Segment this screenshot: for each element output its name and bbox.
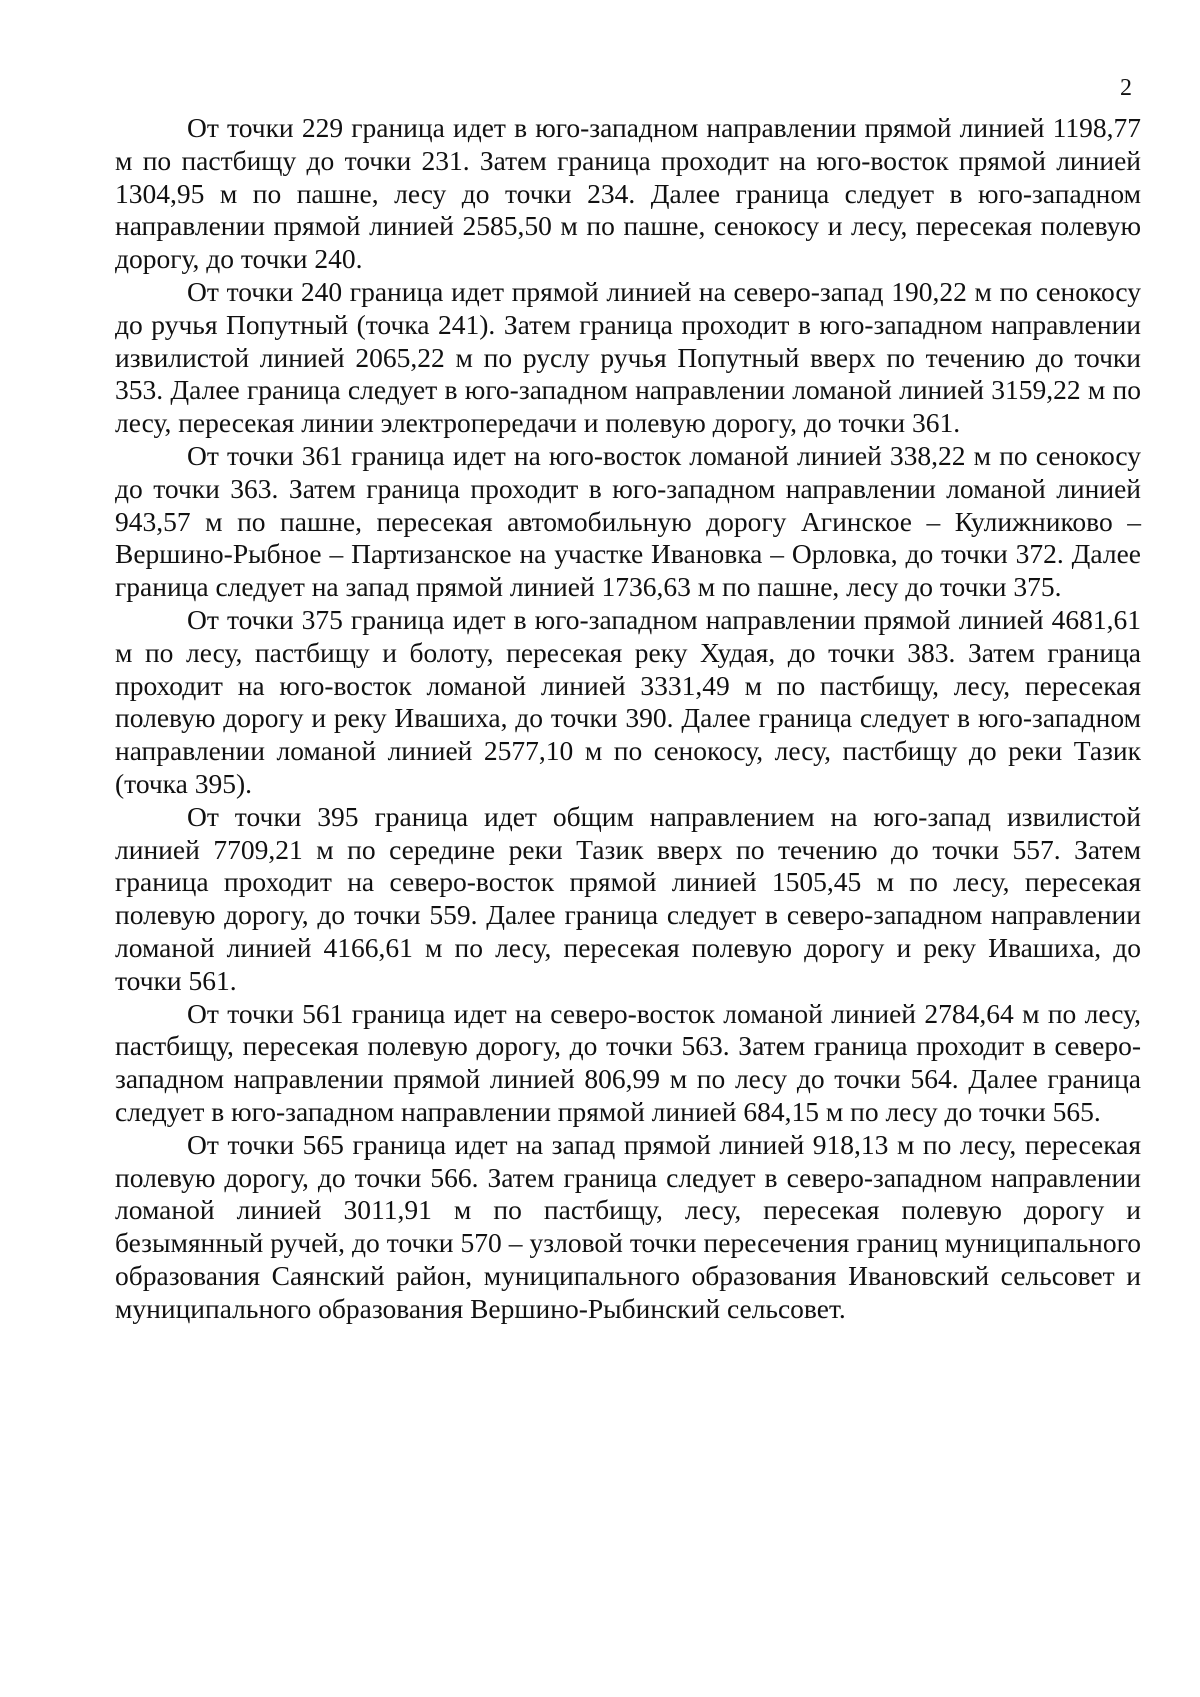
paragraph-6: От точки 561 граница идет на северо-восток ломаной линией 2784,64 м по лесу, пастбищу, пересекая полевую дорогу, до точки 563. Затем граница проходит в северо-западном направлении прямой линией 806,99 м по лесу до точки 564. Далее граница следует в юго-западном направлении прямой линией 684,15 м по лесу до точки 565. <box>115 997 1141 1127</box>
page-number: 2 <box>1120 75 1132 101</box>
document-body <box>115 112 1141 1325</box>
paragraph-2: От точки 240 граница идет прямой линией на северо-запад 190,22 м по сенокосу до ручья Попутный (точка 241). Затем граница проходит в юго-западном направлении извилистой линией 2065,22 м по руслу ручья Попутный вверх по течению до точки 353. Далее граница следует в юго-западном направлении ломаной линией 3159,22 м по лесу, пересекая линии электропередачи и полевую дорогу, до точки 361. <box>115 275 1141 439</box>
paragraph-3: От точки 361 граница идет на юго-восток ломаной линией 338,22 м по сенокосу до точки 363. Затем граница проходит в юго-западном направлении ломаной линией 943,57 м по пашне, пересекая автомобильную дорогу Агинское – Кулижниково – Вершино-Рыбное – Партизанское на участке Ивановка – Орловка, до точки 372. Далее граница следует на запад прямой линией 1736,63 м по пашне, лесу до точки 375. <box>115 439 1141 603</box>
paragraph-7: От точки 565 граница идет на запад прямой линией 918,13 м по лесу, пересекая полевую дорогу, до точки 566. Затем граница следует в северо-западном направлении ломаной линией 3011,91 м по пастбищу, лесу, пересекая полевую дорогу и безымянный ручей, до точки 570 – узловой точки пересечения границ муниципального образования Саянский район, муниципального образования Ивановский сельсовет и муниципального образования Вершино-Рыбинский сельсовет. <box>115 1128 1141 1324</box>
paragraph-4: От точки 375 граница идет в юго-западном направлении прямой линией 4681,61 м по лесу, пастбищу и болоту, пересекая реку Худая, до точки 383. Затем граница проходит на юго-восток ломаной линией 3331,49 м по пастбищу, лесу, пересекая полевую дорогу и реку Ивашиха, до точки 390. Далее граница следует в юго-западном направлении ломаной линией 2577,10 м по сенокосу, лесу, пастбищу до реки Тазик (точка 395). <box>115 603 1141 799</box>
paragraph-1: От точки 229 граница идет в юго-западном направлении прямой линией 1198,77 м по пастбищу до точки 231. Затем граница проходит на юго-восток прямой линией 1304,95 м по пашне, лесу до точки 234. Далее граница следует в юго-западном направлении прямой линией 2585,50 м по пашне, сенокосу и лесу, пересекая полевую дорогу, до точки 240. <box>115 112 1141 275</box>
paragraph-5: От точки 395 граница идет общим направлением на юго-запад извилистой линией 7709,21 м по середине реки Тазик вверх по течению до точки 557. Затем граница проходит на северо-восток прямой линией 1505,45 м по лесу, пересекая полевую дорогу, до точки 559. Далее граница следует в северо-западном направлении ломаной линией 4166,61 м по лесу, пересекая полевую дорогу и реку Ивашиха, до точки 561. <box>115 800 1141 996</box>
